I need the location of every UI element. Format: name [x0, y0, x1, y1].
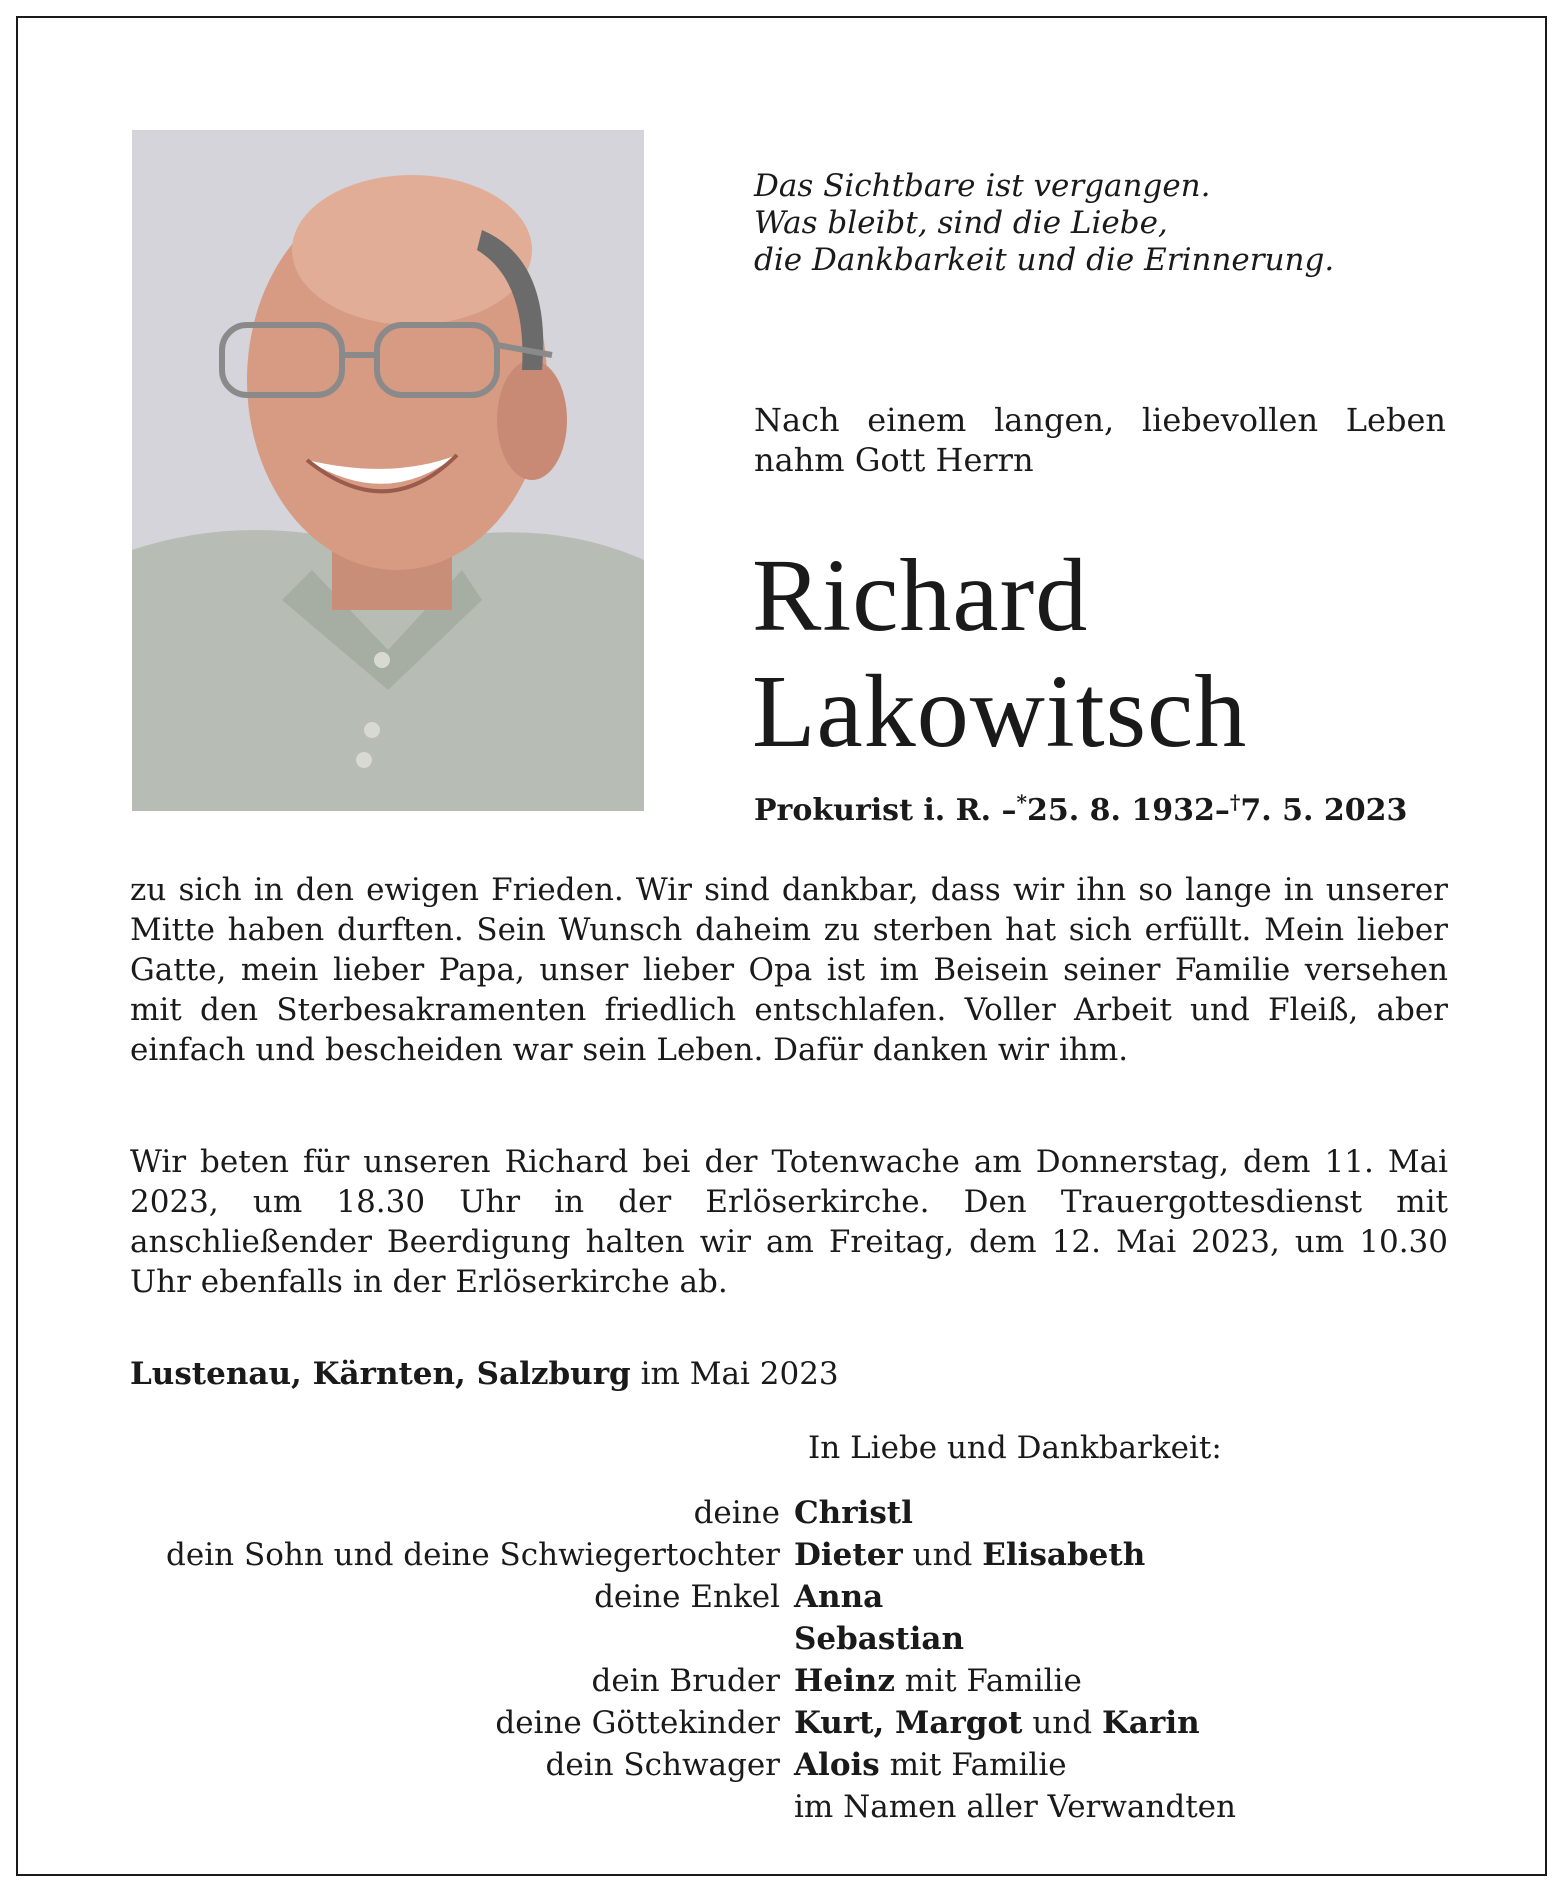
- mourner-row: [118, 1786, 1318, 1828]
- separator: –: [1214, 793, 1230, 828]
- life-dates: [754, 784, 1454, 829]
- quote-line: Das Sichtbare ist vergangen.: [754, 168, 1211, 204]
- place-date: [130, 1354, 839, 1394]
- mourner-name: Alois: [794, 1747, 880, 1783]
- mourner-row: [118, 1744, 1318, 1786]
- separator: –: [1001, 793, 1017, 828]
- service-details-paragraph: Wir beten für unseren Richard bei der Totenwache am Donnerstag, dem 11. Mai 2023, um 18.30 Uhr in der Erlöserkirche. Den Trauergottesdienst mit anschließender Beerdigung halten wir am Freitag, dem 12. Mai 2023, um 10.30 Uhr ebenfalls in der Erlöserkirche ab.: [130, 1144, 1448, 1300]
- mourner-name: Kurt, Margot: [794, 1705, 1023, 1741]
- body-paragraph: zu sich in den ewigen Frieden. Wir sind dankbar, dass wir ihn so lange in unserer Mitte haben durften. Sein Wunsch daheim zu sterben hat sich erfüllt. Mein lieber Gatte, mein lieber Papa, unser lieber Opa ist im Beisein seiner Familie versehen mit den Sterbesakramenten friedlich entschlafen. Voller Arbeit und Fleiß, aber einfach und bescheiden war sein Leben. Dafür danken wir ihm.: [130, 872, 1448, 1068]
- memorial-quote: [754, 168, 1454, 279]
- mourner-name: Christl: [794, 1495, 913, 1531]
- quote-line: die Dankbarkeit und die Erinnerung.: [754, 242, 1335, 278]
- mourner-name: Heinz: [794, 1663, 895, 1699]
- profession-title: Prokurist i. R.: [754, 793, 992, 828]
- suffix: mit Familie: [889, 1747, 1067, 1783]
- mourner-name: Karin: [1101, 1705, 1200, 1741]
- death-date: 7. 5. 2023: [1240, 793, 1408, 828]
- signoff: In Liebe und Dankbarkeit:: [808, 1430, 1222, 1466]
- mourner-row: [118, 1576, 1318, 1618]
- mourner-row: [118, 1660, 1318, 1702]
- month-year: im Mai 2023: [640, 1356, 839, 1392]
- relation: [118, 1786, 794, 1828]
- conjunction: und: [1032, 1705, 1093, 1741]
- mourners-list: [118, 1492, 1318, 1828]
- mourner-name: Dieter: [794, 1537, 903, 1573]
- mourner-row: [118, 1534, 1318, 1576]
- relation: dein Schwager: [545, 1747, 780, 1783]
- first-name: Richard: [752, 538, 1089, 653]
- relation: deine Enkel: [594, 1579, 780, 1615]
- relation: deine Göttekinder: [495, 1705, 780, 1741]
- last-name: Lakowitsch: [752, 654, 1248, 769]
- birth-date: 25. 8. 1932: [1026, 793, 1215, 828]
- mourner-name: Elisabeth: [982, 1537, 1146, 1573]
- mourner-name: Sebastian: [794, 1621, 965, 1657]
- relation: deine: [693, 1495, 780, 1531]
- all-relatives: im Namen aller Verwandten: [794, 1789, 1236, 1825]
- relation: [118, 1618, 794, 1660]
- suffix: mit Familie: [904, 1663, 1082, 1699]
- quote-line: Was bleibt, sind die Liebe,: [754, 205, 1168, 241]
- intro-text: Nach einem langen, liebevollen Leben nahm Gott Herrn: [754, 401, 1446, 479]
- mourner-row: [118, 1492, 1318, 1534]
- mourner-row: [118, 1702, 1318, 1744]
- deceased-name: [752, 538, 1452, 770]
- mourner-row: [118, 1618, 1318, 1660]
- mourner-name: Anna: [794, 1579, 884, 1615]
- portrait-photo: [132, 130, 644, 811]
- birth-symbol: *: [1016, 790, 1027, 814]
- relation: dein Sohn und deine Schwiegertochter: [166, 1537, 780, 1573]
- locations: Lustenau, Kärnten, Salzburg: [130, 1356, 631, 1392]
- conjunction: und: [912, 1537, 973, 1573]
- obituary-frame: [16, 16, 1547, 1876]
- relation: dein Bruder: [591, 1663, 780, 1699]
- death-symbol: †: [1229, 790, 1241, 814]
- portrait-illustration: [132, 130, 644, 811]
